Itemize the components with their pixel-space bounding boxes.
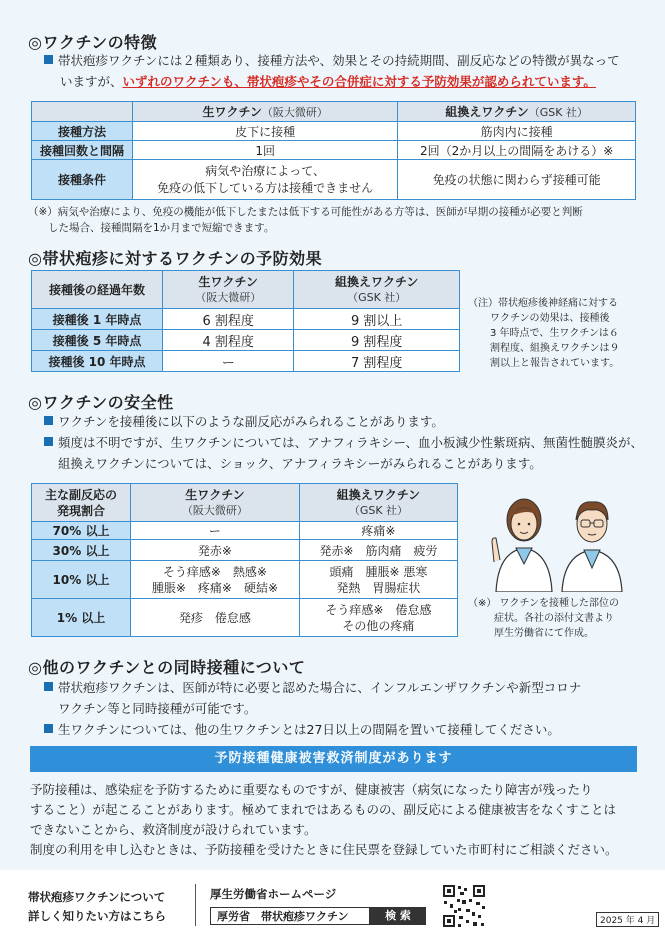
se-row-30: 30% 以上 (32, 540, 131, 561)
issue-date: 2025 年 4 月 (596, 912, 659, 927)
concurrent-text: 帯状疱疹ワクチンは、医師が特に必要と認めた場合に、インフルエンザワクチンや新型コロナ ワクチン等と同時接種が可能です。 生ワクチンについては、他の生ワクチンとは27日以上の間隔を置いて接種してください。 (44, 677, 654, 740)
effect-side-note: （注）帯状疱疹後神経痛に対する ワクチンの効果は、接種後 3 年時点で、生ワクチンは６ 割程度、組換えワクチンは９ 割以上と報告されています。 (468, 298, 620, 369)
relief-paragraph: 予防接種は、感染症を予防するために重要なものですが、健康被害（病気になったり障害が残ったり すること）が起こることがあります。極めてまれではあるものの、副反応による健康被害をなくすことは できないことから、救済制度が設けられています。 制度の利用を申し込むときは、予防接種を受けたときに住民票を登録していた市町村にご相談ください。 (30, 782, 618, 857)
se-row-10: 10% 以上 (32, 561, 131, 599)
safety-text: ワクチンを接種後に以下のような副反応がみられることがあります。 頻度は不明ですが、生ワクチンについては、アナフィラキシー、血小板減少性紫斑病、無菌性髄膜炎が、 組換えワクチンについては、ショック、アナフィラキシーがみられることがあります。 (44, 411, 654, 474)
se-col-recombinant: 組換えワクチン （GSK 社） (299, 484, 457, 522)
effect-1y-recombinant: 9 割以上 (294, 309, 460, 330)
effect-col-recombinant: 組換えワクチン （GSK 社） (294, 271, 460, 309)
se-row-1: 1% 以上 (32, 599, 131, 637)
se-col-rate: 主な副反応の 発現割合 (32, 484, 131, 522)
se-col-live: 生ワクチン （阪大微研） (131, 484, 300, 522)
footer-left-text: 帯状疱疹ワクチンについて 詳しく知りたい方はこちら (28, 890, 166, 923)
search-box[interactable]: 厚労省 帯状疱疹ワクチン (210, 907, 370, 925)
effect-5y-recombinant: 9 割程度 (294, 330, 460, 351)
side-effect-table (31, 483, 458, 637)
search-button[interactable]: 検 索 (370, 907, 426, 925)
bullet-square-icon (44, 55, 53, 64)
doctors-illustration-icon (486, 482, 636, 592)
effect-row-1y: 接種後 1 年時点 (32, 309, 163, 330)
features-note: （※）病気や治療により、免疫の機能が低下したまたは低下する可能性がある方等は、医師が早期の接種が必要と判断 した場合、接種間隔を1か月まで短縮できます。 (28, 206, 583, 234)
section-title-safety: ◎ワクチンの安全性 (28, 393, 174, 412)
effect-col-years: 接種後の経過年数 (32, 271, 163, 309)
effect-table (31, 270, 460, 372)
qr-code-icon[interactable] (442, 884, 486, 928)
bullet-square-icon (44, 437, 53, 446)
effect-10y-recombinant: 7 割程度 (294, 351, 460, 372)
se-30-live: 発赤※ (131, 540, 300, 561)
features-line1: 帯状疱疹ワクチンには２種類あり、接種方法や、効果とその持続期間、副反応などの特徴が異なって (58, 53, 620, 68)
effect-col-live: 生ワクチン （阪大微研） (163, 271, 294, 309)
features-highlight: いずれのワクチンも、帯状疱疹やその合併症に対する予防効果が認められています。 (122, 74, 596, 89)
footer-divider (195, 884, 196, 926)
features-line2a: いますが、 (60, 74, 123, 89)
section-title-effect: ◎帯状疱疹に対するワクチンの予防効果 (28, 249, 323, 268)
se-70-live: ー (131, 522, 300, 540)
bullet-square-icon (44, 724, 53, 733)
se-70-recombinant: 疼痛※ (299, 522, 457, 540)
features-col-recombinant: 組換えワクチン（GSK 社） (398, 102, 636, 122)
effect-5y-live: 4 割程度 (163, 330, 294, 351)
cell-method-live: 皮下に接種 (133, 122, 398, 141)
features-table (31, 101, 636, 200)
effect-1y-live: 6 割程度 (163, 309, 294, 330)
features-table-corner (32, 102, 133, 122)
footer-site-label: 厚生労働省ホームページ (210, 887, 337, 901)
relief-banner: 予防接種健康被害救済制度があります (30, 746, 637, 772)
cell-count-live: 1回 (133, 141, 398, 160)
cell-method-recombinant: 筋肉内に接種 (398, 122, 636, 141)
section-title-concurrent: ◎他のワクチンとの同時接種について (28, 658, 306, 677)
row-label-method: 接種方法 (32, 122, 133, 141)
safety-side-note: （※） ワクチンを接種した部位の 症状。各社の添付文書より 厚生労働省にて作成。 (468, 598, 620, 639)
se-row-70: 70% 以上 (32, 522, 131, 540)
cell-condition-live: 病気や治療によって、 免疫の低下している方は接種できません (133, 160, 398, 200)
se-10-live: そう痒感※ 熱感※ 腫脹※ 疼痛※ 硬結※ (131, 561, 300, 599)
effect-row-10y: 接種後 10 年時点 (32, 351, 163, 372)
effect-row-5y: 接種後 5 年時点 (32, 330, 163, 351)
cell-count-recombinant: 2回（2か月以上の間隔をあける）※ (398, 141, 636, 160)
se-10-recombinant: 頭痛 腫脹※ 悪寒 発熱 胃腸症状 (299, 561, 457, 599)
effect-10y-live: ー (163, 351, 294, 372)
features-col-live: 生ワクチン（阪大微研） (133, 102, 398, 122)
se-1-recombinant: そう痒感※ 倦怠感 その他の疼痛 (299, 599, 457, 637)
se-30-recombinant: 発赤※ 筋肉痛 疲労 (299, 540, 457, 561)
bullet-square-icon (44, 416, 53, 425)
section-title-features: ◎ワクチンの特徴 (28, 33, 158, 52)
cell-condition-recombinant: 免疫の状態に関わらず接種可能 (398, 160, 636, 200)
bullet-square-icon (44, 682, 53, 691)
features-text (44, 50, 644, 92)
se-1-live: 発疹 倦怠感 (131, 599, 300, 637)
row-label-count: 接種回数と間隔 (32, 141, 133, 160)
row-label-condition: 接種条件 (32, 160, 133, 200)
